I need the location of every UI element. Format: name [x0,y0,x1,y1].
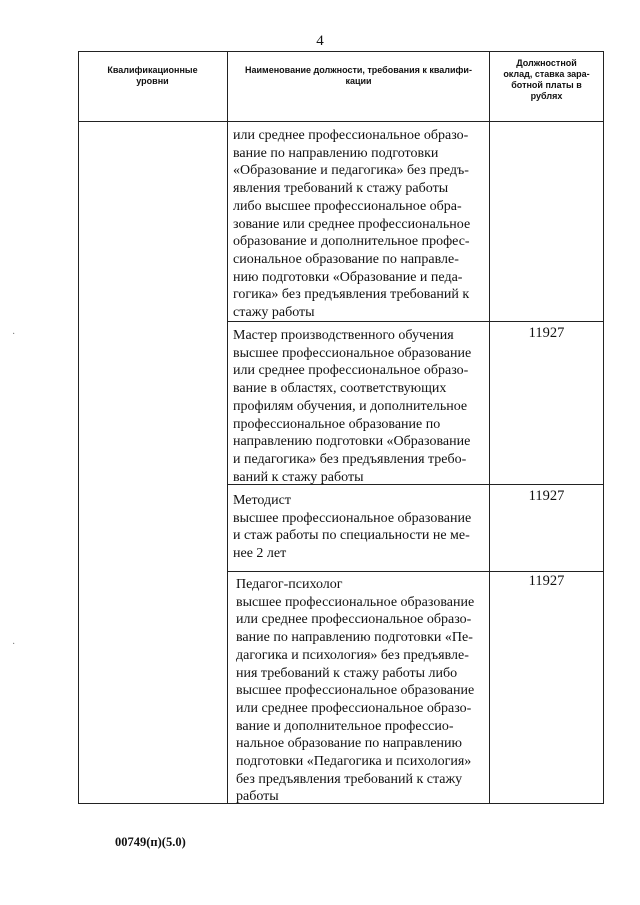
table-border-right [603,51,604,804]
row-text-psychologist: Педагог-психолог высшее профессиональное образование или среднее профессиональное образо- вание по направлению подготовки «Пе- дагогика и психология» без предъявле- ния требований к стажу работы либо высшее профессиональное образование или среднее профессиональное образо- вание и дополнительное профессио- нальное образование по направлению подготовки «Педагогика и психология» без предъявления требований к стажу работы [236,577,475,805]
header-salary: Должностной оклад, ставка зара- ботной платы в рублях [503,58,590,101]
row-text-methodist: Методист высшее профессиональное образование и стаж работы по специальности не ме- нее 2 лет [233,493,472,562]
row-text-master-training: Мастер производственного обучения высшее профессиональное образование или среднее профессиональное образо- вание в областях, соответствующих профилям обучения, и дополнительное профессиональное образование по направлению подготовки «Образование и педагогика» без предъявления требо- ваний к стажу работы [233,328,472,485]
row-salary-psychologist: 11927 [528,573,565,589]
row-text-continuation: или среднее профессиональное образо- вание по направлению подготовки «Образование и педагогика» без предъ- явления требований к стажу работы либо высшее профессиональное обра- зование или среднее профессиональное образование и дополнительное профес- сиональное образование по направле- нию подготовки «Образование и педа- гогика» без предъявления требований к стажу работы [233,128,471,321]
column-divider-2 [489,51,490,804]
row-salary-master-training: 11927 [528,325,565,341]
table-border-left [78,51,79,804]
column-divider-1 [227,51,228,804]
row-divider-3 [227,571,604,572]
page-number: 4 [316,33,324,49]
table-border-top [78,51,604,52]
header-divider [78,121,604,122]
scan-mark: · [12,329,16,340]
qualification-table [78,51,604,804]
document-code: 00749(п)(5.0) [115,835,186,849]
header-position-requirements: Наименование должности, требования к квалифи- кации [245,65,472,86]
row-salary-methodist: 11927 [528,488,565,504]
header-qualification-levels: Квалификационные уровни [107,65,198,86]
scan-mark: · [12,639,16,650]
